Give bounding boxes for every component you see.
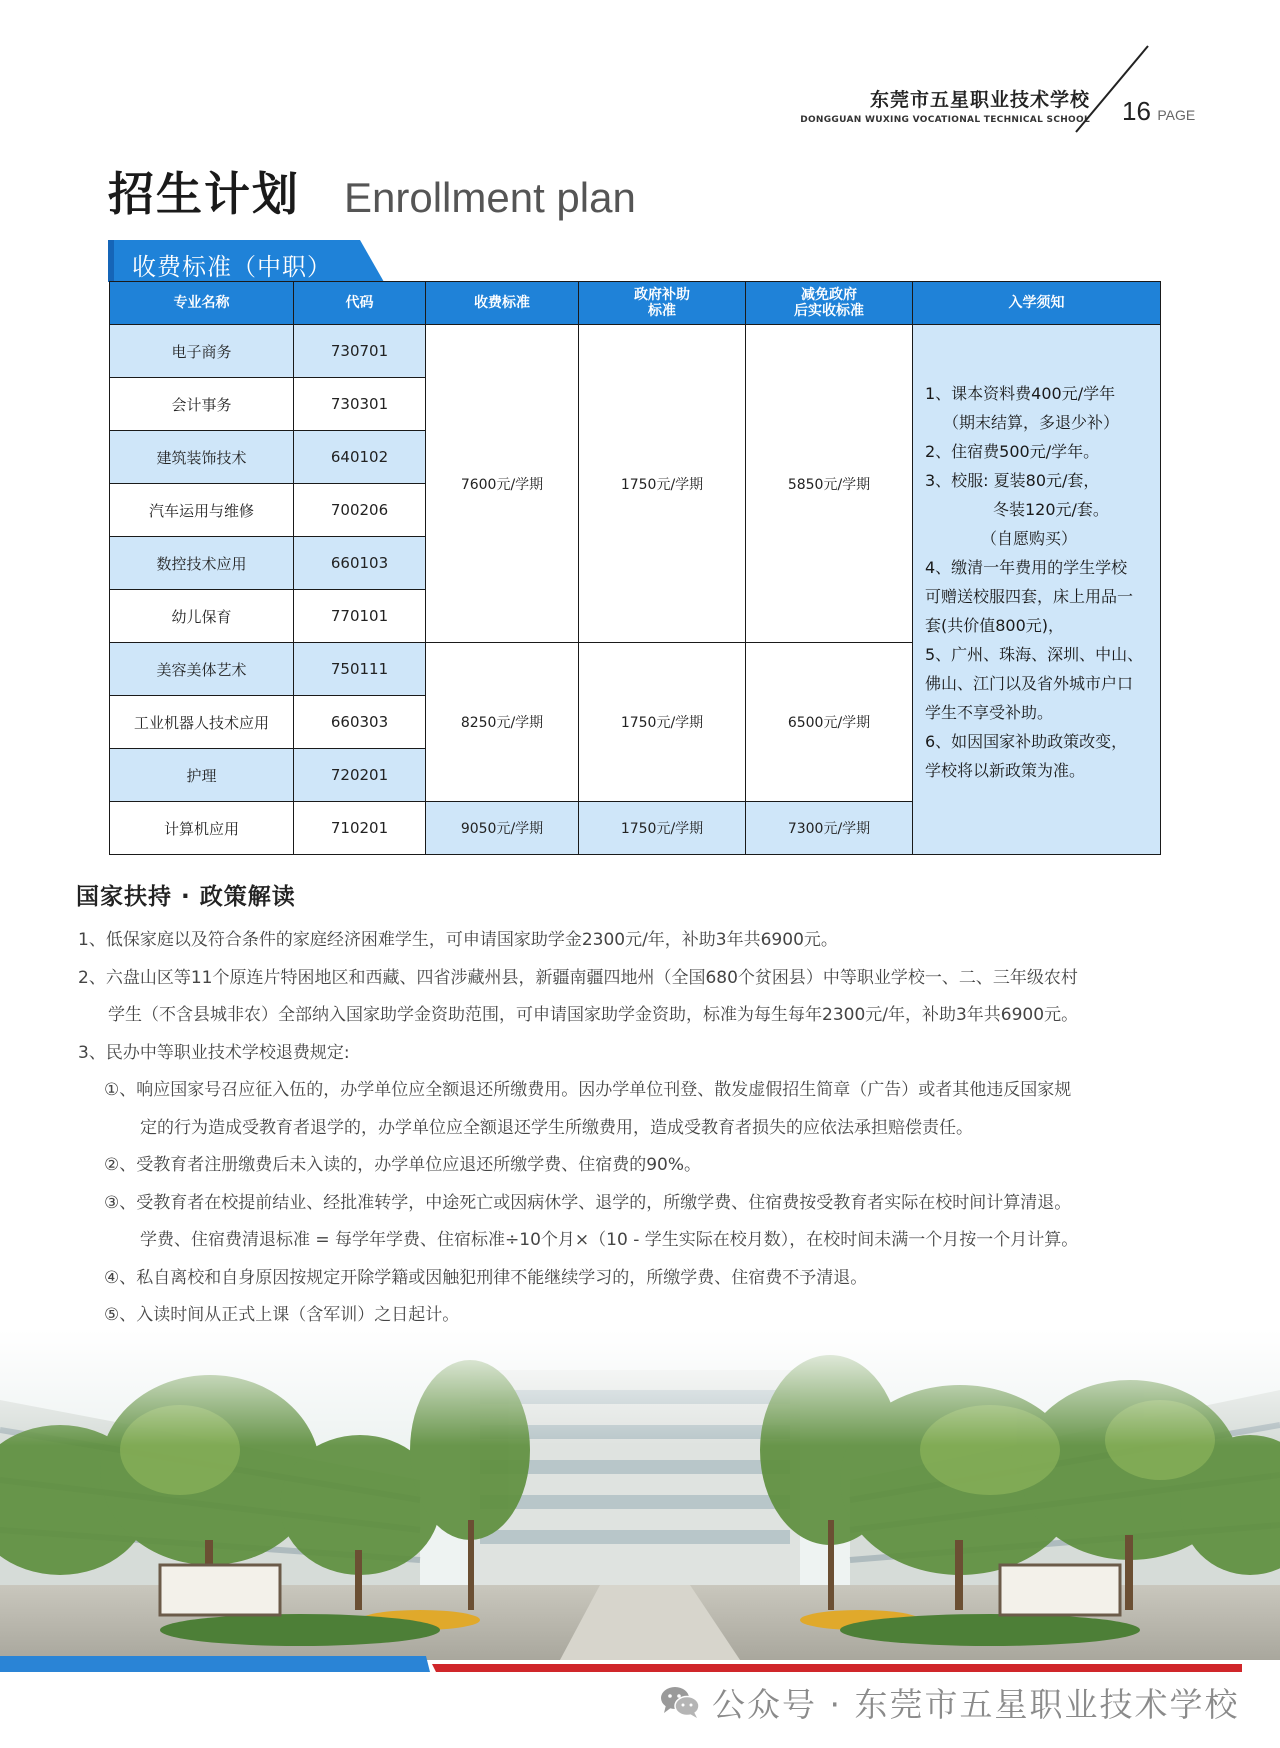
table-row [110, 325, 1161, 378]
major-code: 730701 [294, 325, 426, 378]
note-line: 学校将以新政策为准。 [925, 761, 1086, 780]
col-header-code: 代码 [294, 282, 426, 325]
wechat-watermark [660, 1678, 1239, 1726]
policy-item: 学费、住宿费清退标准 = 每学年学费、住宿标准÷10个月×（10 - 学生实际在校月数），在校时间未满一个月按一个月计算。 [140, 1230, 1079, 1250]
gov-subsidy: 1750元/学期 [579, 643, 746, 802]
col-header-subsidy [579, 282, 746, 325]
note-line: 4、缴清一年费用的学生学校 [925, 558, 1128, 577]
note-line: （期末结算，多退少补） [943, 413, 1120, 432]
note-line: 套(共价值800元)， [925, 616, 1065, 635]
fee-section-title: 收费标准（中职） [132, 253, 332, 281]
col-header-subsidy-line1: 政府补助 [634, 286, 690, 303]
major-name: 电子商务 [110, 325, 294, 378]
major-code: 730301 [294, 378, 426, 431]
footer-stripes [0, 1654, 1280, 1678]
net-fee: 6500元/学期 [746, 643, 913, 802]
note-line: （自愿购买） [981, 529, 1078, 548]
enrollment-notes [913, 325, 1161, 855]
fee-table [109, 281, 1161, 855]
note-line: 冬装120元/套。 [993, 500, 1109, 519]
fee-standard: 7600元/学期 [426, 325, 579, 643]
major-code: 720201 [294, 749, 426, 802]
gov-subsidy: 1750元/学期 [579, 325, 746, 643]
header-slash-divider [1098, 44, 1102, 132]
page-number-value: 16 [1122, 96, 1151, 126]
major-name: 会计事务 [110, 378, 294, 431]
col-header-fee: 收费标准 [426, 282, 579, 325]
note-line: 学生不享受补助。 [925, 703, 1054, 722]
col-header-net-line1: 减免政府 [801, 286, 857, 303]
school-name-cn: 东莞市五星职业技术学校 [869, 89, 1090, 111]
wechat-icon [660, 1685, 700, 1719]
school-name-en: DONGGUAN WUXING VOCATIONAL TECHNICAL SCHOOL [800, 115, 1090, 125]
note-line: 6、如因国家补助政策改变， [925, 732, 1128, 751]
major-name: 幼儿保育 [110, 590, 294, 643]
major-code: 700206 [294, 484, 426, 537]
policy-list [78, 922, 1208, 1335]
net-fee: 7300元/学期 [746, 802, 913, 855]
note-line: 5、广州、珠海、深圳、中山、 [925, 645, 1144, 664]
col-header-subsidy-line2: 标准 [648, 303, 676, 319]
major-name: 数控技术应用 [110, 537, 294, 590]
watermark-text: 公众号 · 东莞市五星职业技术学校 [712, 1684, 1240, 1724]
policy-item: ①、响应国家号召应征入伍的，办学单位应全额退还所缴费用。因办学单位刊登、散发虚假招生简章（广告）或者其他违反国家规 [104, 1080, 1072, 1100]
policy-item: 2、六盘山区等11个原连片特困地区和西藏、四省涉藏州县，新疆南疆四地州（全国680个贫困县）中等职业学校一、二、三年级农村 [78, 967, 1078, 988]
col-header-net [746, 282, 913, 325]
note-line: 3、校服: 夏装80元/套， [925, 471, 1100, 490]
table-header-row [110, 282, 1161, 325]
page-number-label: PAGE [1157, 107, 1196, 123]
campus-photo [0, 1330, 1280, 1660]
major-code: 710201 [294, 802, 426, 855]
gov-subsidy: 1750元/学期 [579, 802, 746, 855]
major-name: 汽车运用与维修 [110, 484, 294, 537]
major-code: 770101 [294, 590, 426, 643]
major-name: 计算机应用 [110, 802, 294, 855]
major-name: 建筑装饰技术 [110, 431, 294, 484]
major-code: 640102 [294, 431, 426, 484]
policy-item: ④、私自离校和自身原因按规定开除学籍或因触犯刑律不能继续学习的，所缴学费、住宿费不予清退。 [104, 1267, 868, 1288]
major-name: 护理 [110, 749, 294, 802]
policy-heading: 国家扶持 · 政策解读 [76, 884, 296, 910]
policy-item: 学生（不含县城非农）全部纳入国家助学金资助范围，可申请国家助学金资助，标准为每生每年2300元/年，补助3年共6900元。 [108, 1005, 1079, 1025]
policy-item: 3、民办中等职业技术学校退费规定: [78, 1042, 350, 1063]
major-code: 660103 [294, 537, 426, 590]
major-name: 工业机器人技术应用 [110, 696, 294, 749]
policy-item: ⑤、入读时间从正式上课（含军训）之日起计。 [104, 1305, 460, 1325]
col-header-net-line2: 后实收标准 [794, 303, 864, 319]
policy-item: ③、受教育者在校提前结业、经批准转学，中途死亡或因病休学、退学的，所缴学费、住宿费按受教育者实际在校时间计算清退。 [104, 1192, 1072, 1213]
major-code: 750111 [294, 643, 426, 696]
major-name: 美容美体艺术 [110, 643, 294, 696]
col-header-notes: 入学须知 [913, 282, 1161, 325]
note-line: 1、课本资料费400元/学年 [925, 384, 1116, 403]
page-title: 招生计划 [108, 167, 300, 221]
note-line: 可赠送校服四套，床上用品一 [925, 587, 1134, 606]
net-fee: 5850元/学期 [746, 325, 913, 643]
note-line: 2、住宿费500元/学年。 [925, 442, 1100, 461]
policy-item: 定的行为造成受教育者退学的，办学单位应全额退还学生所缴费用，造成受教育者损失的应依法承担赔偿责任。 [140, 1117, 973, 1138]
policy-item: ②、受教育者注册缴费后未入读的，办学单位应退还所缴学费、住宿费的90%。 [104, 1155, 702, 1175]
major-code: 660303 [294, 696, 426, 749]
fee-section-tab [108, 240, 384, 282]
school-header [800, 85, 1090, 125]
page-title-en: Enrollment plan [344, 174, 636, 221]
fee-standard: 9050元/学期 [426, 802, 579, 855]
page-number [1122, 96, 1195, 127]
fee-standard: 8250元/学期 [426, 643, 579, 802]
note-line: 佛山、江门以及省外城市户口 [925, 674, 1134, 693]
policy-item: 1、低保家庭以及符合条件的家庭经济困难学生，可申请国家助学金2300元/年，补助3年共6900元。 [78, 930, 838, 950]
col-header-major: 专业名称 [110, 282, 294, 325]
